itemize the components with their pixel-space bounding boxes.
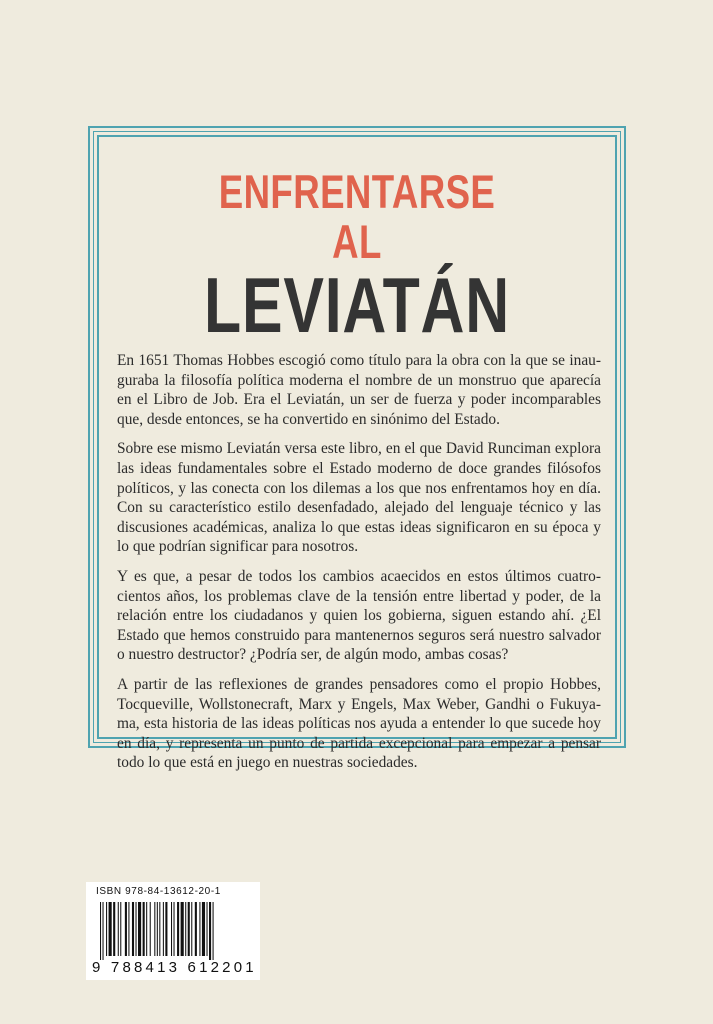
title-line-al: AL [332, 215, 382, 268]
barcode-bars [92, 902, 254, 960]
blurb-paragraph: Y es que, a pesar de todos los cambios acaecidos en estos últimos cuatrocientos años, los problemas clave de la tensión entre libertad y poder, de la relación entre los ciudadanos y quien los gobierna, siguen estando ahí. ¿El Estado que hemos construido para mantenernos seguros será nuestro salvador o nuestro destructor? ¿Podría ser, de algún modo, ambas cosas? [117, 567, 601, 664]
blurb-paragraph: Sobre ese mismo Leviatán versa este libro, en el que David Runciman explora las ideas fundamentales sobre el Estado moderno de doce grandes filósofos políticos, y las conecta con los dilemas a los que nos enfrentamos hoy en día. Con su característico estilo desenfadado, alejado del lenguaje técnico y las discusiones académicas, analiza lo que estas ideas significaron en su época y lo que podrían significar para nosotros. [117, 440, 601, 556]
isbn-label: ISBN 978-84-13612-20-1 [96, 886, 221, 897]
blurb-paragraph: En 1651 Thomas Hobbes escogió como título para la obra con la que se inauguraba la filosofía política moderna el nombre de un monstruo que aparecía en el Libro de Job. Era el Leviatán, un ser de fuerza y poder incomparables que, desde entonces, se ha convertido en sinónimo del Estado. [117, 352, 601, 428]
ean-digits: 9 788413 612201 [92, 959, 257, 976]
title-line-leviatan: LEVIATÁN [204, 261, 510, 349]
isbn-barcode [86, 882, 260, 980]
book-title [99, 167, 615, 347]
cover-frame [88, 126, 626, 772]
blurb-paragraph: A partir de las reflexiones de grandes pensadores como el propio Hobbes, Tocqueville, Wollstonecraft, Marx y Engels, Max Weber, Gandhi o Fukuyama, esta historia de las ideas políticas nos ayuda a entender lo que sucede hoy en día, y representa un punto de partida excepcional para empezar a pensar todo lo que está en juego en nuestras sociedades. [117, 675, 601, 772]
back-cover-blurb [117, 351, 601, 783]
cover-frame-inner [93, 131, 621, 772]
title-line-enfrentarse: ENFRENTARSE [218, 165, 496, 218]
cover-frame-content [97, 135, 617, 772]
